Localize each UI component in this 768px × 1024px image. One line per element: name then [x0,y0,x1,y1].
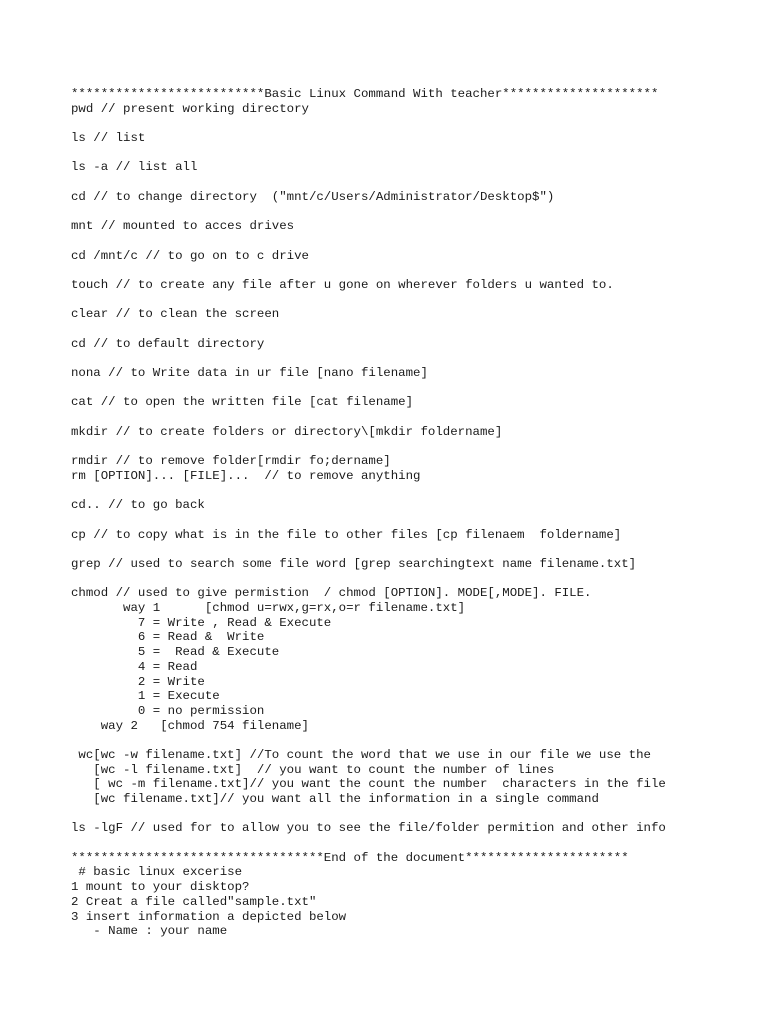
blank-line [71,513,751,528]
blank-line [71,351,751,366]
blank-line [71,205,751,220]
text-line: ls -a // list all [71,160,198,175]
text-line: [wc -l filename.txt] // you want to count the number of lines [71,762,555,777]
text-line: [ wc -m filename.txt]// you want the count the number characters in the file [71,777,666,792]
text-line: cd /mnt/c // to go on to c drive [71,248,309,263]
text-line: ls // list [71,131,146,146]
text-line: rm [OPTION]... [FILE]... // to remove anything [71,468,421,483]
text-line: grep // used to search some file word [grep searchingtext name filename.txt] [71,557,637,571]
text-line: 2 = Write [71,674,205,689]
blank-line [71,807,751,822]
text-line: 0 = no permission [71,703,265,718]
text-line: cat // to open the written file [cat filename] [71,395,414,410]
blank-line [71,146,751,161]
text-line: mkdir // to create folders or directory\[mkdir foldername] [71,424,503,439]
blank-line [71,381,751,396]
blank-line [71,484,751,499]
text-line: touch // to create any file after u gone on wherever folders u wanted to. [71,277,614,292]
text-line: 4 = Read [71,659,198,674]
text-line: - Name : your name [71,924,228,939]
text-line: rmdir // to remove folder[rmdir fo;dername] [71,454,391,469]
text-line: 6 = Read & Write [71,630,265,645]
text-line: nona // to Write data in ur file [nano filename] [71,366,428,381]
blank-line [71,440,751,455]
text-line: 3 insert information a depicted below [71,909,347,924]
text-line: [wc filename.txt]// you want all the information in a single command [71,792,599,806]
text-line: chmod // used to give permistion / chmod [OPTION]. MODE[,MODE]. FILE. [71,586,592,601]
blank-line [71,175,751,190]
text-line: cp // to copy what is in the file to other files [cp filenaem foldername] [71,527,622,542]
text-line: 1 = Execute [71,689,220,704]
text-line: # basic linux excerise [71,865,243,880]
text-line: way 2 [chmod 754 filename] [71,718,309,733]
blank-line [71,410,751,425]
text-line: clear // to clean the screen [71,307,280,322]
blank-line [71,733,751,748]
text-line: **********************************End of the document********************** [71,850,629,865]
blank-line [71,836,751,851]
blank-line [71,542,751,557]
text-line: pwd // present working directory [71,101,309,116]
text-line: 5 = Read & Execute [71,645,280,660]
text-line: cd // to change directory ("mnt/c/Users/Administrator/Desktop$") [71,189,555,204]
blank-line [71,234,751,249]
text-line: mnt // mounted to acces drives [71,219,295,234]
text-line: **************************Basic Linux Command With teacher********************* [71,87,659,101]
text-line: cd.. // to go back [71,498,205,513]
text-line: 7 = Write , Read & Execute [71,615,332,630]
text-line: cd // to default directory [71,336,265,351]
blank-line [71,572,751,587]
blank-line [71,116,751,131]
document-text [71,87,751,939]
blank-line [71,293,751,308]
text-line: ls -lgF // used for to allow you to see the file/folder permition and other info [71,821,666,836]
text-line: wc[wc -w filename.txt] //To count the word that we use in our file we use the [71,747,651,762]
text-line: 1 mount to your disktop? [71,880,250,895]
blank-line [71,322,751,337]
blank-line [71,263,751,278]
text-line: way 1 [chmod u=rwx,g=rx,o=r filename.txt] [71,601,466,616]
text-line: 2 Creat a file called"sample.txt" [71,894,317,909]
